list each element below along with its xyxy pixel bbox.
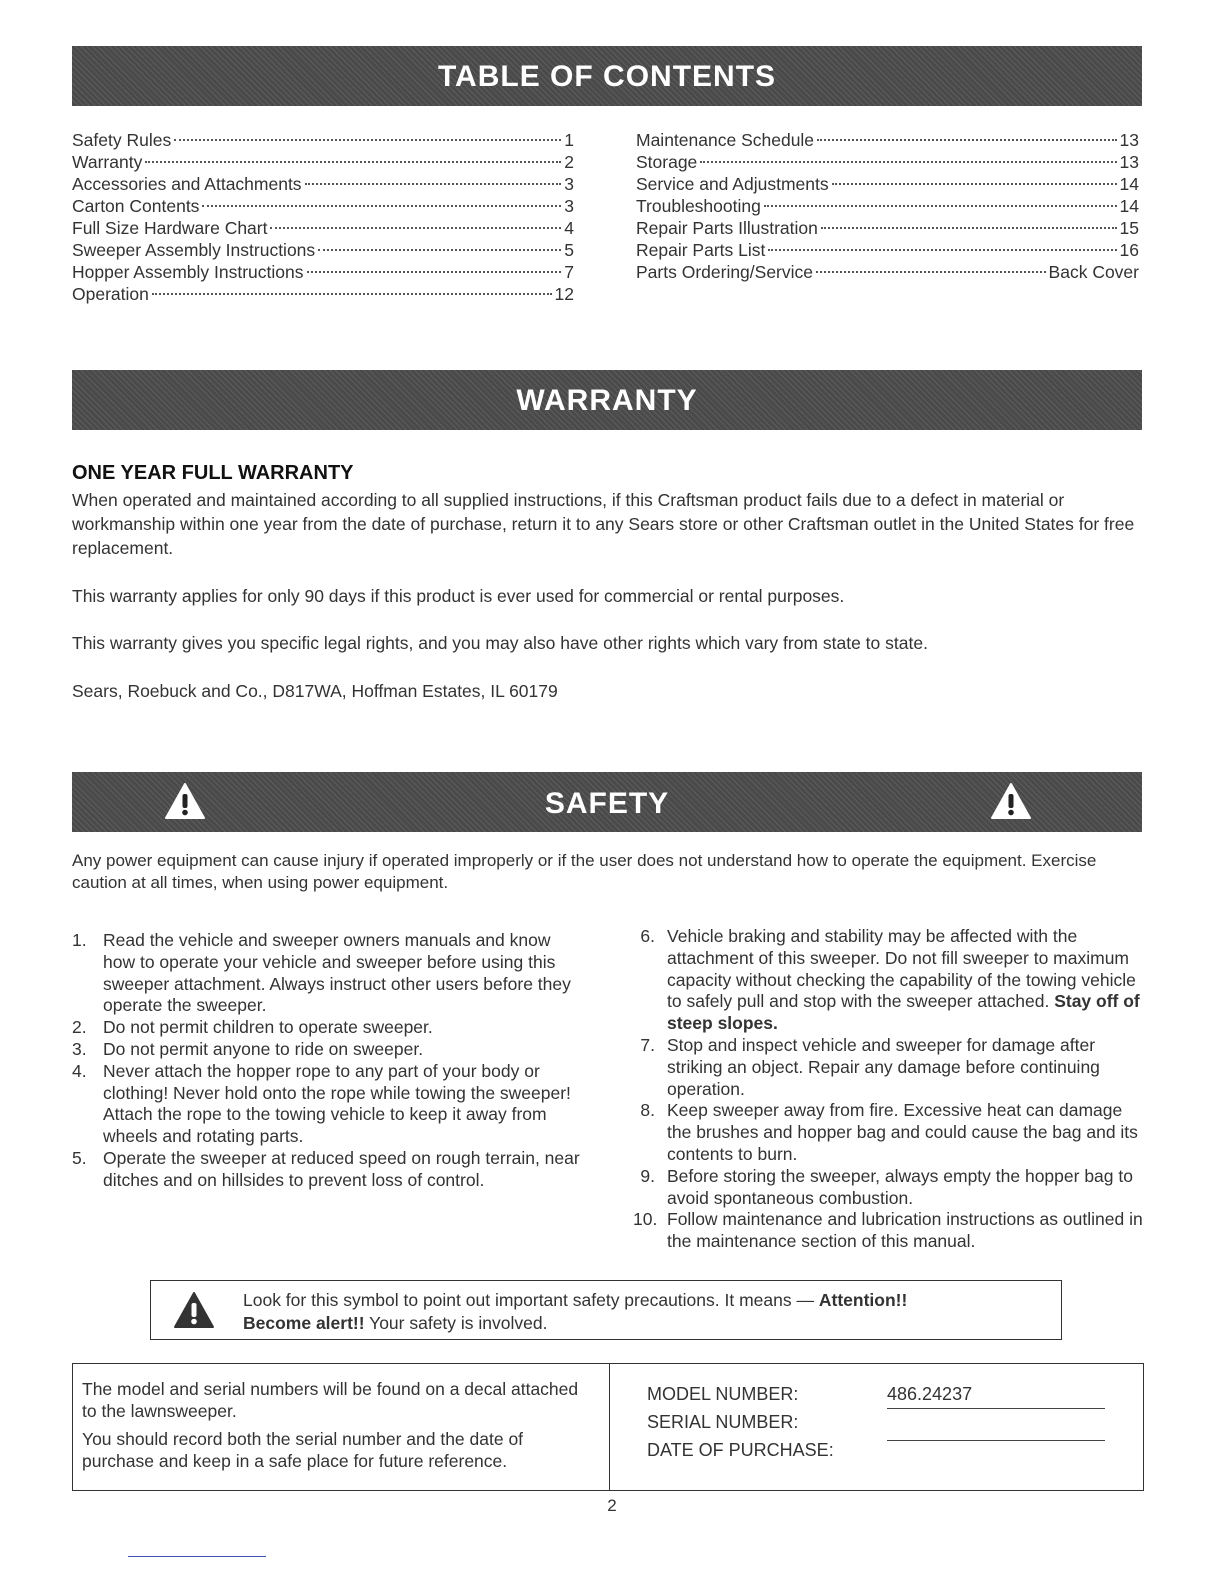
safety-rule: 3. Do not permit anyone to ride on sweeper. (72, 1038, 424, 1059)
safety-rule: 1. Read the vehicle and sweeper owners manuals and know how to operate your vehicle and sweeper before using this sweeper attachment. Always instruct other users before they operate the sweeper. (72, 930, 571, 1016)
toc-title: TABLE OF CONTENTS (437, 60, 777, 93)
toc-entry: Accessories and Attachments 3 (72, 174, 574, 194)
toc-entry: Repair Parts List 16 (636, 240, 1139, 260)
toc-entry: Warranty 2 (72, 152, 574, 172)
attention-box (150, 1280, 1062, 1340)
model-number-label: MODEL NUMBER: (647, 1384, 799, 1404)
toc-entry: Service and Adjustments 14 (636, 174, 1139, 194)
safety-rule: 2. Do not permit children to operate sweeper. (72, 1017, 433, 1038)
model-serial-box (72, 1363, 1144, 1491)
footer-link-underline (128, 1556, 266, 1557)
warranty-paragraph: This warranty applies for only 90 days if this product is ever used for commercial or rental purposes. (72, 586, 845, 606)
record-note: You should record both the serial number and the date of purchase and keep in a safe place for future reference. (82, 1429, 524, 1471)
warranty-address: Sears, Roebuck and Co., D817WA, Hoffman Estates, IL 60179 (72, 681, 558, 701)
safety-rule: 8. Keep sweeper away from fire. Excessive heat can damage the brushes and hopper bag and could cause the bag and its contents to burn. (640, 1100, 1138, 1164)
safety-rule: 4. Never attach the hopper rope to any part of your body or clothing! Never hold onto the rope while towing the sweeper! Attach the rope to the towing vehicle to keep it away from wheels and rotating parts. (72, 1060, 571, 1147)
toc-entry: Troubleshooting 14 (636, 196, 1139, 216)
warning-triangle-icon (173, 1291, 215, 1329)
warranty-banner (72, 370, 1142, 430)
toc-left-column (72, 129, 574, 305)
toc-entry: Hopper Assembly Instructions 7 (72, 262, 574, 282)
safety-intro: Any power equipment can cause injury if operated improperly or if the user does not understand how to operate the equipment. Exercise caution at all times, when using power equipment. (72, 851, 1097, 892)
warranty-heading: ONE YEAR FULL WARRANTY (72, 462, 354, 484)
warranty-title: WARRANTY (516, 384, 698, 417)
safety-rule: 6. Vehicle braking and stability may be affected with the attachment of this sweeper. Do not fill sweeper to maximum capacity without checking the capability of the towing vehicle to safely pull and stop with the sweeper attached. Stay off of steep slopes. (640, 926, 1140, 1034)
toc-entry: Maintenance Schedule 13 (636, 130, 1139, 150)
safety-rules-right (633, 926, 1146, 1253)
toc-entry: Storage 13 (636, 152, 1139, 172)
safety-rule: 5. Operate the sweeper at reduced speed on rough terrain, near ditches and on hillsides to prevent loss of control. (72, 1147, 580, 1190)
date-of-purchase-field[interactable] (887, 1440, 1105, 1441)
model-number-value: 486.24237 (887, 1384, 973, 1404)
toc-entry: Safety Rules 1 (72, 130, 574, 150)
toc-entry: Repair Parts Illustration 15 (636, 218, 1139, 238)
safety-rule: 10. Follow maintenance and lubrication instructions as outlined in the maintenance section of this manual. (633, 1209, 1143, 1252)
record-notes (73, 1364, 610, 1490)
warranty-paragraph: When operated and maintained according to all supplied instructions, if this Craftsman product fails due to a defect in material or workmanship within one year from the date of purchase, return it to any Sears store or other Craftsman outlet in the United States for free replacement. (72, 490, 1135, 558)
toc-entry: Parts Ordering/Service Back Cover (636, 262, 1139, 282)
safety-rules-left (72, 930, 582, 1192)
serial-number-label: SERIAL NUMBER: (647, 1412, 799, 1432)
steep-slopes-warning: Stay off of steep slopes. (667, 991, 1140, 1034)
attention-text: Look for this symbol to point out important safety precautions. It means — Attention!! Become alert!! Your safety is involved. (243, 1290, 908, 1333)
safety-rule: 9. Before storing the sweeper, always empty the hopper bag to avoid spontaneous combustion. (640, 1165, 1133, 1208)
toc-banner (72, 46, 1142, 106)
toc-entry: Full Size Hardware Chart 4 (72, 218, 574, 238)
safety-title: SAFETY (544, 787, 670, 820)
page-number: 2 (607, 1496, 617, 1515)
toc-right-column (636, 129, 1139, 283)
toc-entry: Carton Contents 3 (72, 196, 574, 216)
decal-note: The model and serial numbers will be found on a decal attached to the lawnsweeper. (82, 1379, 579, 1421)
safety-banner (72, 772, 1142, 832)
serial-number-field[interactable] (887, 1408, 1105, 1409)
toc-entry: Operation 12 (72, 284, 574, 304)
date-of-purchase-label: DATE OF PURCHASE: (647, 1440, 834, 1460)
warning-triangle-icon (990, 782, 1032, 820)
warranty-paragraph: This warranty gives you specific legal rights, and you may also have other rights which vary from state to state. (72, 633, 928, 653)
safety-rule: 7. Stop and inspect vehicle and sweeper for damage after striking an object. Repair any damage before continuing operation. (640, 1034, 1100, 1099)
toc-entry: Sweeper Assembly Instructions 5 (72, 240, 574, 260)
warning-triangle-icon (164, 782, 206, 820)
